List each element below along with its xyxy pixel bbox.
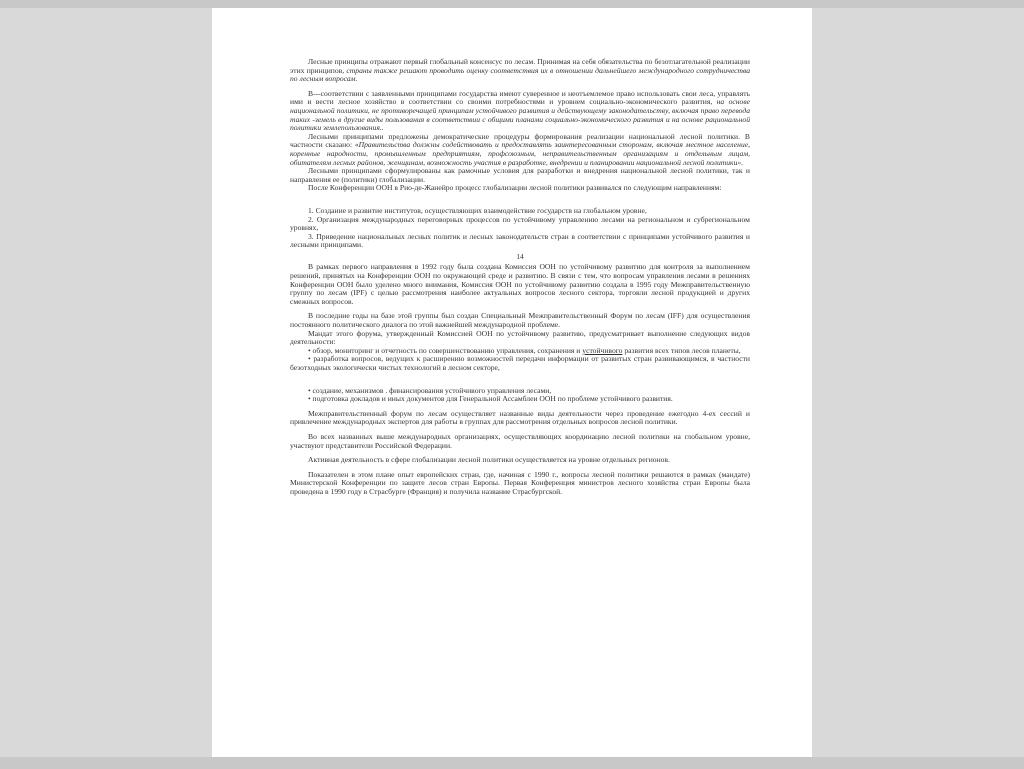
- bottom-frame: [0, 757, 1024, 769]
- page-number: 14: [516, 251, 524, 261]
- paragraph-5: После Конференции ООН в Рио-де-Жанейро процесс глобализации лесной политики развивался по следующим направлениям:: [308, 183, 722, 193]
- paragraph-4: Лесными принципами сформулированы как рамочные условия для разработки и внедрения национальной лесной политики, так и направления ее (политики) глобализации.: [290, 166, 750, 184]
- closing-paragraph: Показателен в этом плане опыт европейских стран, где, начиная с 1990 г., вопросы лесной политики решаются в рамках (мандате) Министерской Конференции по защите лесов стран Европы. Первая Конференция министров лесного хозяйства стран Европы была проведена в 1990 году в Страсбурге (Франция) и получила название Страсбургской.: [290, 469, 750, 496]
- paragraph-3: Лесными принципами предложены демократические процедуры формирования реализации национальной лесной политики. В частности сказано: «Правительства должны содействовать и предоставлять заинтересованным сторонам, включая местное население, коренные народности, промышленным предприятиям, профсоюзным, неправительственным организациям и отдельным лицам, обитателям лесных районов, женщинам, возможность участия в разработке, внедрении и планировании национальной лесной политики».: [290, 131, 751, 167]
- paragraph-1: Лесные принципы отражают первый глобальный консенсус по лесам. Принимая на себя обязательства по безотлагательной реализации этих принципов, страны также решают проводить оценку соответствия их в отношении дальнейшего международного сотрудничества по лесным вопросам.: [290, 57, 750, 84]
- bullet-item: • создание, механизмов . финансирования устойчивого управления лесами,: [308, 385, 552, 395]
- closing-paragraph: Активная деятельность в сфере глобализации лесной политики осуществляется на уровне отдельных регионов.: [308, 455, 670, 465]
- bullet-item: • обзор, мониторинг и отчетность по совершенствованию управления, сохранения и устойчивого развития всех типов лесов планеты,: [308, 345, 741, 355]
- paragraph-2: В---соответствии с заявленными принципами государства имеют суверенное и неотъемлемое право использовать свои леса, управлять ими и вести лесное хозяйство в соответствии со своими потребностями и уровнем социально-экономического развития, на основе национальной политики, не противоречащей принципам устойчивого развития и действующему законодательству, включая право перевода таких -земель в другие виды пользования в соответствии с общими планами социально-экономического развития и на основе рациональной политики землепользования..: [290, 88, 750, 133]
- top-frame: [0, 0, 1024, 8]
- list-item: 3. Приведение национальных лесных политик и лесных законодательств стран в соответствии с принципами устойчивого развития и лесными принципами.: [290, 231, 750, 250]
- closing-paragraph: Во всех названных выше международных организациях, осуществляющих координацию лесной политики на глобальном уровне, участвуют представители Российской Федерации.: [290, 431, 750, 450]
- paragraph-after: Мандат этого форума, утвержденный Комиссией ООН по устойчивому развитию, предусматривает выполнение следующих видов деятельности:: [290, 328, 750, 347]
- bullet-item: • разработка вопросов, ведущих к расширению возможностей передачи информации от развитых стран развивающимся, в частности безотходных экологически чистых технологий в лесном секторе,: [290, 354, 750, 372]
- closing-paragraph: Межправительственный форум по лесам осуществляет названные виды деятельности через проведение ежегодно 4-ех сессий и привлечение международных экспертов для работы в группах для рассмотрения отдельных вопросов лесной политики.: [290, 408, 750, 427]
- paragraph-after: В последние годы на базе этой группы был создан Специальный Межправительственный Форум по лесам (IFF) для осуществления постоянного политического диалога по этой важнейшей международной проблеме.: [290, 311, 750, 330]
- list-item: 1. Создание и развитие институтов, осуществляющих взаимодействие государств на глобальном уровне,: [308, 205, 647, 215]
- document-text: [290, 58, 750, 497]
- document-page: [212, 8, 812, 757]
- bullet-item: • подготовка докладов и иных документов для Генеральной Ассамблеи ООН по проблеме устойчивого развития.: [308, 394, 673, 404]
- paragraph-after: В рамках первого направления в 1992 году была создана Комиссия ООН по устойчивому развитию для контроля за выполнением решений, принятых на Конференции ООН по окружающей среде и развитию. В связи с тем, что вопросам управления лесами в решениях Конференции ООН было уделено много внимания, Комиссия ООН по устойчивому развитию создала в 1995 году Межправительственную группу по лесам (IPF) с целью рассмотрения наиболее актуальных вопросов лесного сектора, торговли лесной продукцией и других смежных вопросов.: [290, 262, 750, 306]
- list-item: 2. Организация международных переговорных процессов по устойчивому управлению лесами на региональном и субрегиональном уровнях,: [290, 214, 750, 233]
